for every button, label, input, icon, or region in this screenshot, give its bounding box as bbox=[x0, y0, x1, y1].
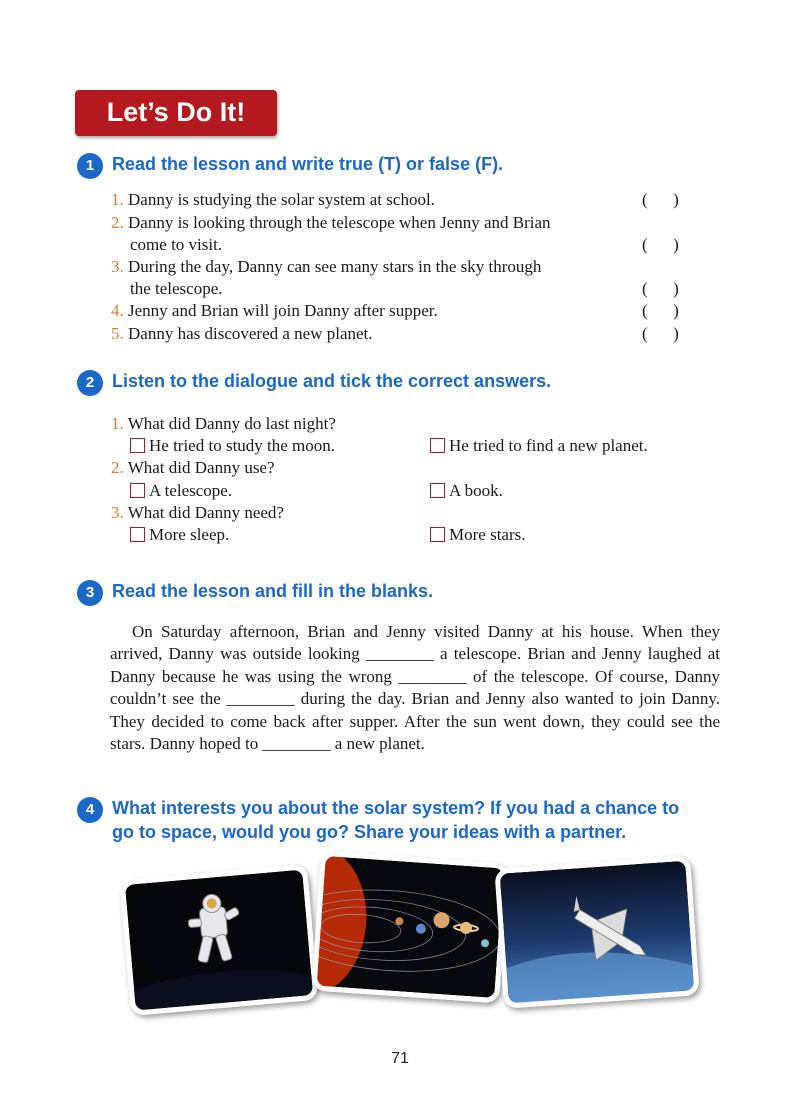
question bbox=[111, 502, 284, 524]
section-1-heading bbox=[77, 152, 503, 179]
answer-parentheses[interactable]: ( ) bbox=[642, 324, 679, 343]
item-text: Jenny and Brian will join Danny after supper. bbox=[128, 301, 438, 320]
item-index: 3. bbox=[111, 503, 124, 522]
section-title-line: What interests you about the solar system? If you had a chance to bbox=[112, 798, 680, 818]
item-index: 2. bbox=[111, 458, 124, 477]
solar-system-photo bbox=[311, 851, 508, 1004]
option-label: A telescope. bbox=[149, 481, 233, 500]
option-a[interactable] bbox=[130, 480, 232, 502]
section-title: Read the lesson and write true (T) or false (F). bbox=[112, 154, 504, 174]
item-text: Danny is looking through the telescope when Jenny and Brian bbox=[128, 213, 551, 232]
item-index: 5. bbox=[111, 324, 124, 343]
option-label: More sleep. bbox=[149, 525, 230, 544]
question bbox=[111, 413, 336, 435]
section-3-heading bbox=[77, 579, 433, 606]
space-shuttle-photo bbox=[494, 855, 699, 1008]
section-number: 1 bbox=[77, 153, 103, 179]
answer-parentheses[interactable]: ( ) bbox=[642, 190, 679, 209]
tf-item bbox=[111, 189, 435, 211]
question-text: What did Danny use? bbox=[127, 458, 275, 477]
section-4-heading bbox=[77, 796, 679, 844]
tf-item bbox=[111, 323, 373, 345]
item-text: During the day, Danny can see many stars in the sky through bbox=[128, 257, 542, 276]
section-title: Listen to the dialogue and tick the correct answers. bbox=[112, 371, 552, 391]
item-text: Danny is studying the solar system at school. bbox=[128, 190, 435, 209]
question-text: What did Danny do last night? bbox=[127, 414, 336, 433]
option-b[interactable] bbox=[430, 435, 648, 457]
tf-item bbox=[111, 300, 438, 322]
item-index: 1. bbox=[111, 414, 124, 433]
page-number: 71 bbox=[391, 1050, 409, 1067]
answer-parentheses[interactable]: ( ) bbox=[642, 279, 679, 298]
item-index: 3. bbox=[111, 257, 124, 276]
astronaut-image bbox=[125, 869, 313, 1010]
option-b[interactable] bbox=[430, 524, 525, 546]
item-index: 1. bbox=[111, 190, 124, 209]
section-title-line: go to space, would you go? Share your ideas with a partner. bbox=[112, 822, 627, 842]
item-text-continued: the telescope. bbox=[130, 279, 223, 298]
section-number: 2 bbox=[77, 370, 103, 396]
option-label: He tried to find a new planet. bbox=[449, 436, 648, 455]
option-a[interactable] bbox=[130, 435, 335, 457]
space-shuttle-image bbox=[500, 861, 695, 1004]
answer-parentheses[interactable]: ( ) bbox=[642, 235, 679, 254]
section-2-heading bbox=[77, 369, 551, 396]
checkbox[interactable] bbox=[130, 438, 145, 453]
solar-system-image bbox=[317, 856, 504, 998]
item-text-continued: come to visit. bbox=[130, 235, 223, 254]
answer-parentheses[interactable]: ( ) bbox=[642, 301, 679, 320]
option-label: A book. bbox=[449, 481, 503, 500]
question bbox=[111, 457, 275, 479]
section-title bbox=[112, 796, 679, 844]
checkbox[interactable] bbox=[430, 483, 445, 498]
checkbox[interactable] bbox=[130, 483, 145, 498]
option-a[interactable] bbox=[130, 524, 229, 546]
paragraph-text: On Saturday afternoon, Brian and Jenny visited Danny at his house. When they arrived, Danny was outside looking ________ a telescope. Brian and Jenny laughed at Danny because he was using the wrong ________ of the telescope. Of course, Danny couldn’t see the ________ during the day. Brian and Jenny also wanted to join Danny. They decided to come back after supper. After the sun went down, they could see the stars. Danny hoped to ________ a new planet. bbox=[110, 622, 720, 754]
item-text: Danny has discovered a new planet. bbox=[128, 324, 373, 343]
checkbox[interactable] bbox=[130, 527, 145, 542]
option-b[interactable] bbox=[430, 480, 503, 502]
item-index: 4. bbox=[111, 301, 124, 320]
tf-item bbox=[111, 212, 551, 234]
lets-do-it-banner bbox=[75, 90, 277, 136]
tf-item bbox=[111, 256, 541, 278]
option-label: More stars. bbox=[449, 525, 526, 544]
option-label: He tried to study the moon. bbox=[149, 436, 336, 455]
checkbox[interactable] bbox=[430, 527, 445, 542]
section-number: 4 bbox=[77, 797, 103, 823]
fill-in-paragraph bbox=[110, 621, 720, 755]
item-index: 2. bbox=[111, 213, 124, 232]
section-title: Read the lesson and fill in the blanks. bbox=[112, 581, 434, 601]
astronaut-photo bbox=[119, 864, 318, 1016]
question-text: What did Danny need? bbox=[127, 503, 284, 522]
banner-title: Let’s Do It! bbox=[106, 97, 246, 127]
section-number: 3 bbox=[77, 580, 103, 606]
checkbox[interactable] bbox=[430, 438, 445, 453]
